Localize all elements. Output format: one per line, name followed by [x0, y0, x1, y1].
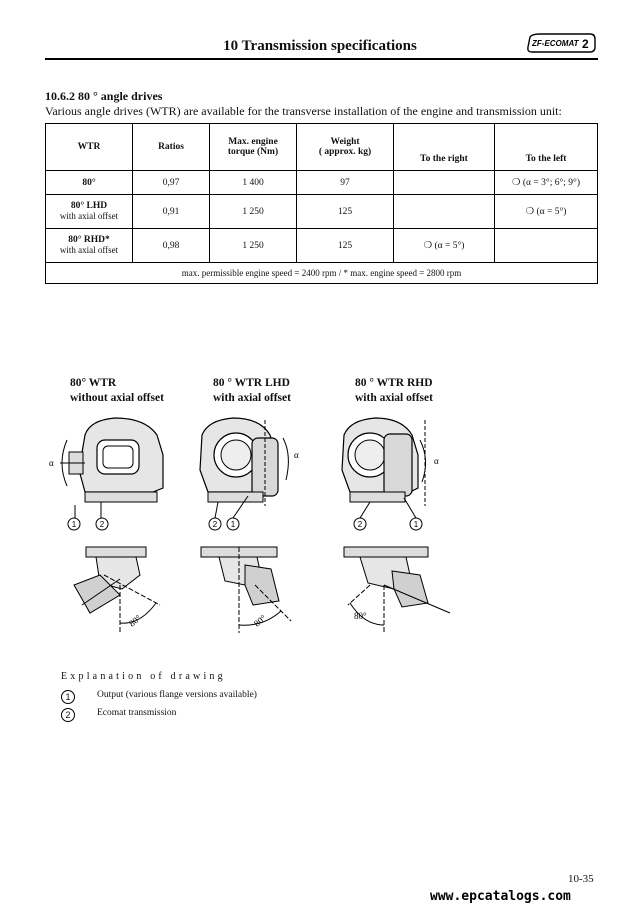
- col-torque: Max. engine torque (Nm): [210, 124, 297, 171]
- callout-num: 2: [61, 708, 75, 722]
- explanation-text: Ecomat transmission: [97, 708, 177, 718]
- wtr-sub: with axial offset: [59, 211, 119, 221]
- cell-weight: 97: [297, 171, 394, 195]
- table-footnote: max. permissible engine speed = 2400 rpm / * max. engine speed = 2800 rpm: [46, 263, 598, 284]
- cell-left: [495, 229, 598, 263]
- cell-torque: 1 250: [210, 229, 297, 263]
- section-intro: Various angle drives (WTR) are available for the transverse installation of the engine and transmission unit:: [45, 104, 562, 118]
- angle-label: 80°: [354, 611, 367, 621]
- alpha-label: α: [434, 456, 439, 466]
- callout-num: 1: [61, 690, 75, 704]
- col-wtr: WTR: [46, 124, 133, 171]
- callout: 2: [99, 520, 105, 529]
- col-right: To the right: [394, 124, 495, 171]
- zf-ecomat-logo: [526, 33, 596, 53]
- cell-left: ❍ (α = 5°): [495, 195, 598, 229]
- callout: 1: [71, 520, 77, 529]
- cell-right: [394, 171, 495, 195]
- cell-ratio: 0,97: [133, 171, 210, 195]
- table-row: [46, 229, 598, 263]
- list-item: [61, 708, 361, 722]
- cell-torque: 1 250: [210, 195, 297, 229]
- table-row: [46, 171, 598, 195]
- cell-torque: 1 400: [210, 171, 297, 195]
- cell-right: ❍ (α = 5°): [394, 229, 495, 263]
- cell-right: [394, 195, 495, 229]
- drawing-3-top-view: [340, 545, 460, 635]
- drawing-1-label: [70, 376, 164, 406]
- cell-wtr: [46, 195, 133, 229]
- cell-weight: 125: [297, 195, 394, 229]
- page-number: 10-35: [568, 873, 594, 885]
- page-title: 10 Transmission specifications: [223, 38, 417, 54]
- wtr-sub: with axial offset: [59, 245, 119, 255]
- watermark: www.epcatalogs.com: [430, 889, 571, 904]
- cell-wtr: 80°: [46, 171, 133, 195]
- drawing-title: 80 ° WTR LHD: [213, 377, 290, 389]
- list-item: [61, 690, 361, 704]
- explanation-heading: Explanation of drawing: [61, 671, 226, 682]
- cell-ratio: 0,98: [133, 229, 210, 263]
- drawing-title: 80 ° WTR RHD: [355, 377, 433, 389]
- alpha-label: α: [49, 458, 54, 468]
- drawing-subtitle: with axial offset: [213, 392, 291, 404]
- angle-label: 80°: [251, 612, 268, 629]
- drawing-1-front-view: [45, 410, 180, 540]
- callout: 1: [230, 520, 236, 529]
- drawing-2-label: [213, 376, 291, 406]
- section-heading: 10.6.2 80 ° angle drives: [45, 89, 163, 103]
- drawing-1-top-view: [60, 545, 180, 635]
- svg-text:2: 2: [582, 37, 589, 51]
- drawing-2-front-view: [188, 410, 323, 540]
- col-ratios: Ratios: [133, 124, 210, 171]
- wtr-name: 80° LHD: [70, 201, 108, 211]
- drawing-3-label: [355, 376, 433, 406]
- cell-wtr: [46, 229, 133, 263]
- header-rule: [45, 58, 598, 60]
- table-row: [46, 195, 598, 229]
- alpha-label: α: [294, 450, 299, 460]
- table-header-row: [46, 124, 598, 171]
- cell-left: ❍ (α = 3°; 6°; 9°): [495, 171, 598, 195]
- drawing-subtitle: without axial offset: [70, 392, 164, 404]
- cell-ratio: 0,91: [133, 195, 210, 229]
- angle-label: 80°: [126, 612, 143, 629]
- callout: 2: [212, 520, 218, 529]
- wtr-name: 80° RHD*: [68, 235, 110, 245]
- col-weight: Weight ( approx. kg): [297, 124, 394, 171]
- callout: 2: [357, 520, 363, 529]
- drawing-2-top-view: [195, 545, 315, 635]
- callout: 1: [413, 520, 419, 529]
- explanation-text: Output (various flange versions available): [97, 690, 257, 700]
- col-left: To the left: [495, 124, 598, 171]
- drawing-title: 80° WTR: [70, 377, 117, 389]
- svg-text:ZF-ECOMAT: ZF-ECOMAT: [532, 39, 579, 48]
- angle-drive-table: [45, 123, 598, 284]
- table-footnote-row: [46, 263, 598, 284]
- drawing-subtitle: with axial offset: [355, 392, 433, 404]
- cell-weight: 125: [297, 229, 394, 263]
- drawing-3-front-view: [330, 410, 465, 540]
